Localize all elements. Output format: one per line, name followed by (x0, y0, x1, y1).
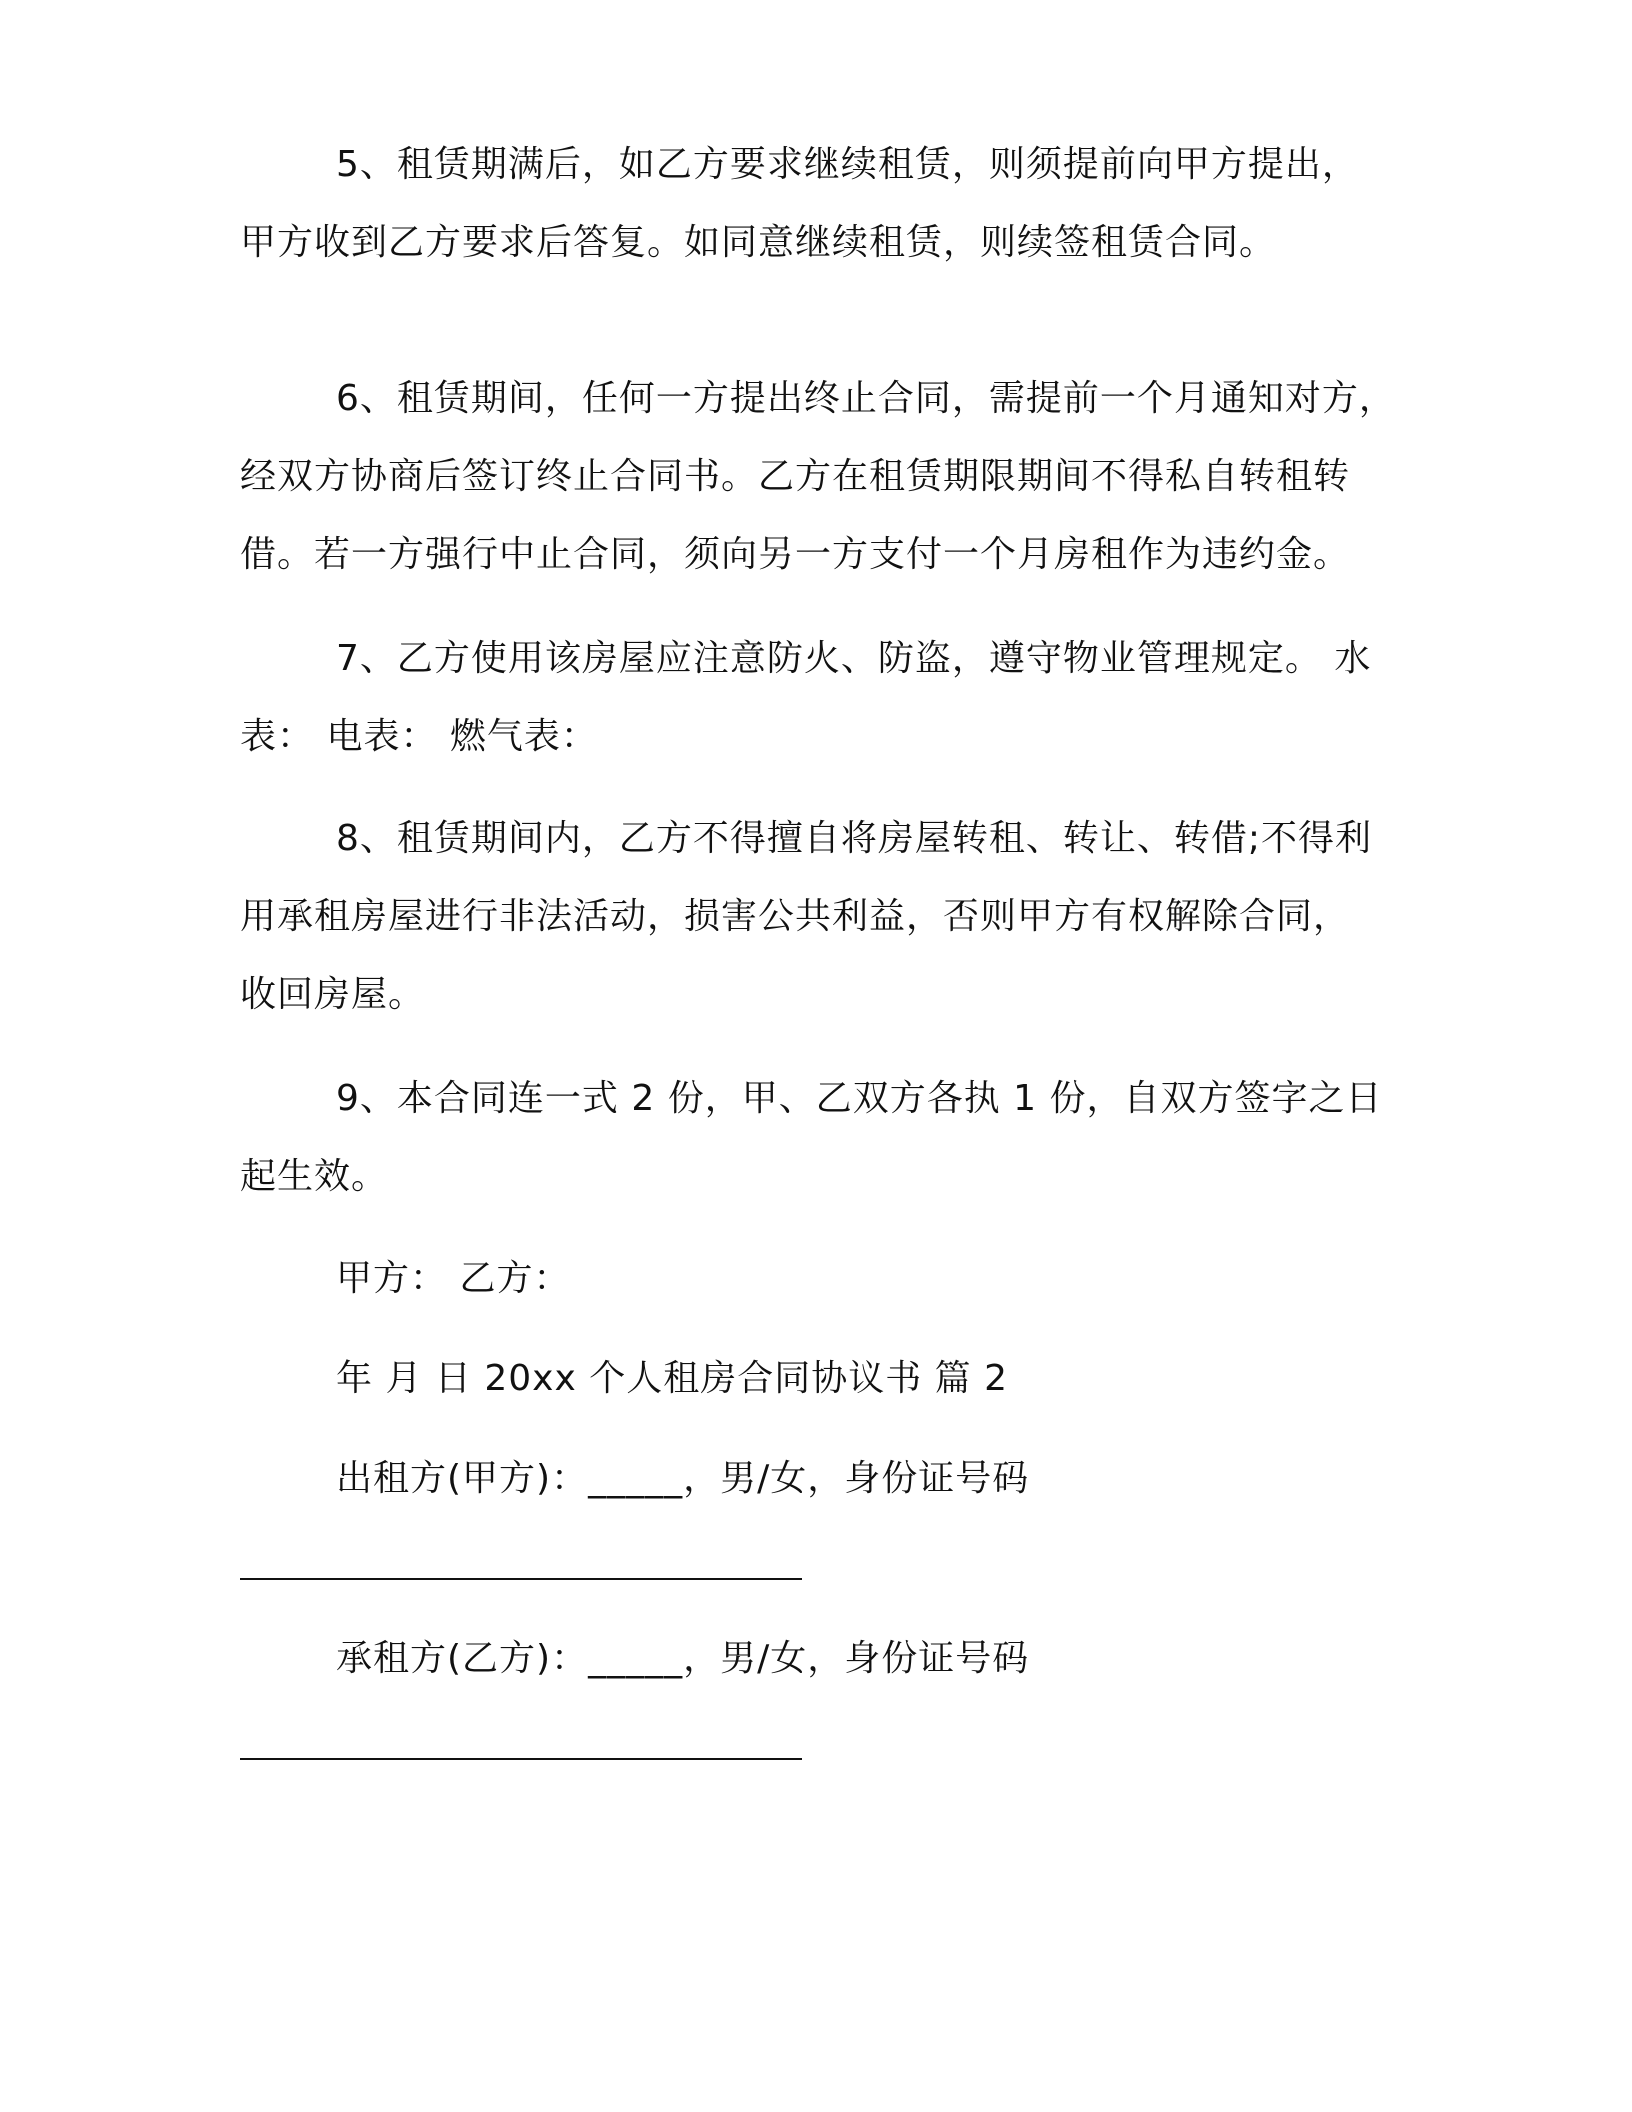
clause-9-line-2: 起生效。 (240, 1156, 389, 1197)
signature-parties (240, 1240, 1390, 1318)
clause-5-line-1: 5、租赁期满后，如乙方要求继续租赁，则须提前向甲方提出， (336, 144, 1359, 185)
lessee-info (240, 1620, 1390, 1698)
clause-9 (240, 1060, 1390, 1216)
clause-8 (240, 800, 1390, 1034)
clause-8-line-3: 收回房屋。 (240, 974, 426, 1015)
signature-parties-line: 甲方： 乙方： (336, 1258, 571, 1299)
clause-8-line-2: 用承租房屋进行非法活动，损害公共利益，否则甲方有权解除合同， (240, 896, 1351, 937)
lessor-info (240, 1440, 1390, 1518)
lessor-info-line: 出租方(甲方)：_____，男/女，身份证号码 (336, 1458, 1030, 1499)
clause-9-line-1: 9、本合同连一式 2 份，甲、乙双方各执 1 份，自双方签字之日 (336, 1078, 1383, 1119)
date-and-section-title-line: 年 月 日 20xx 个人租房合同协议书 篇 2 (336, 1358, 1008, 1399)
clause-5-line-2: 甲方收到乙方要求后答复。如同意继续租赁，则续签租赁合同。 (240, 222, 1277, 263)
clause-6-line-1: 6、租赁期间，任何一方提出终止合同，需提前一个月通知对方， (336, 378, 1396, 419)
lessor-id-underline (240, 1578, 802, 1580)
clause-6 (240, 360, 1396, 594)
date-and-section-title (240, 1340, 1390, 1418)
lessee-id-underline (240, 1758, 802, 1760)
clause-7-line-1: 7、乙方使用该房屋应注意防火、防盗，遵守物业管理规定。 水 (336, 638, 1372, 679)
lessee-info-line: 承租方(乙方)：_____，男/女，身份证号码 (336, 1638, 1030, 1679)
clause-7 (240, 620, 1390, 776)
clause-5 (240, 126, 1390, 282)
clause-6-line-2: 经双方协商后签订终止合同书。乙方在租赁期限期间不得私自转租转 (240, 456, 1351, 497)
clause-7-line-2: 表： 电表： 燃气表： (240, 716, 598, 757)
clause-8-line-1: 8、租赁期间内，乙方不得擅自将房屋转租、转让、转借;不得利 (336, 818, 1373, 859)
clause-6-line-3: 借。若一方强行中止合同，须向另一方支付一个月房租作为违约金。 (240, 534, 1351, 575)
